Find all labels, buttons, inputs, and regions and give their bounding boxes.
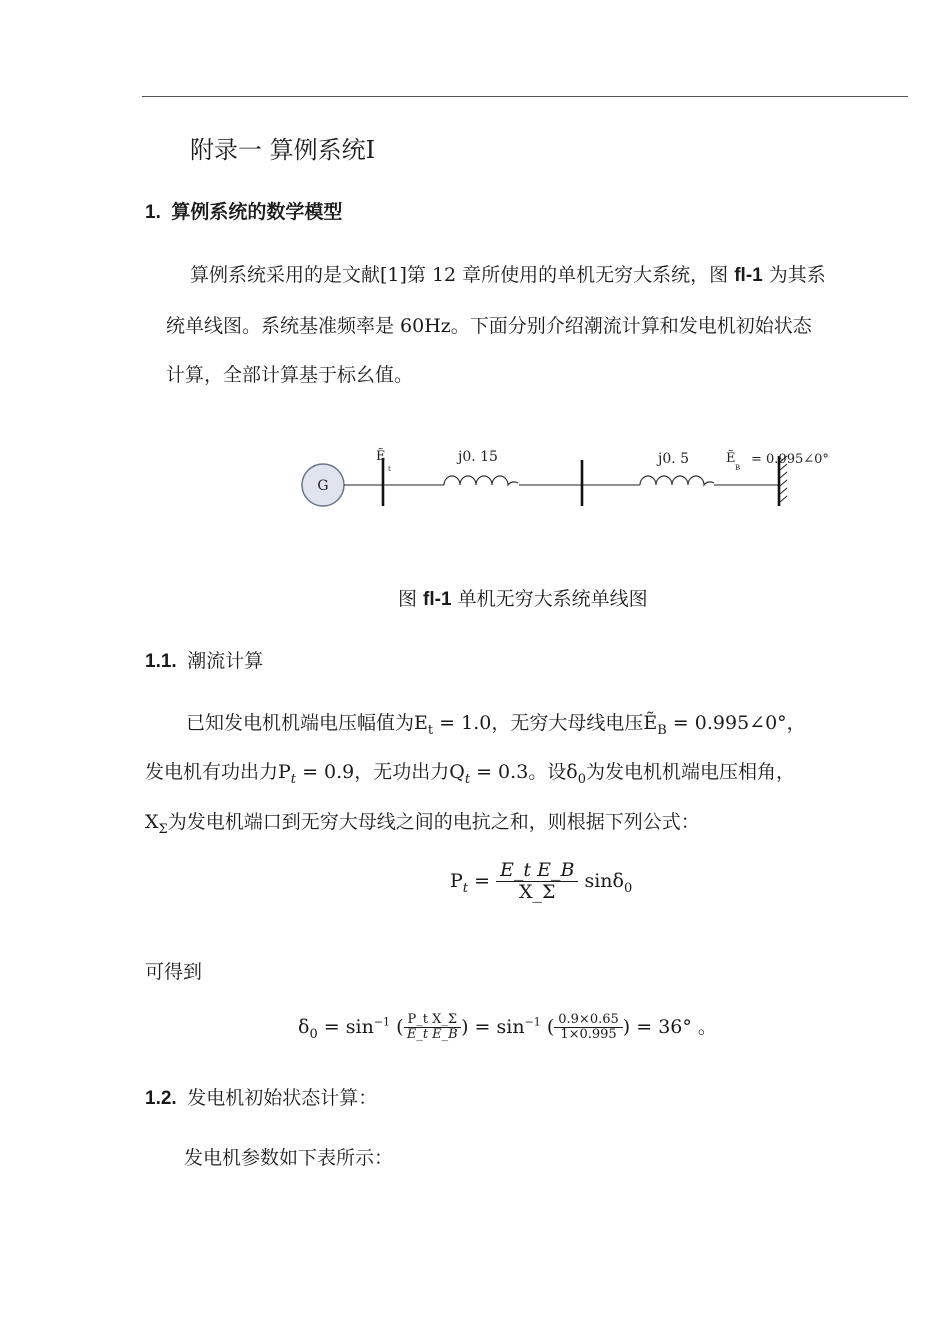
flow-l1-a: 已知发电机机端电压幅值为E [186, 712, 428, 734]
section-1-1-heading [145, 646, 263, 673]
flow-l1-sub1: t [427, 723, 434, 738]
eb-subscript: B [735, 464, 741, 472]
flow-l2-a: 发电机有功出力P [145, 761, 291, 783]
reactance-2-label: j0. 5 [658, 451, 690, 467]
section-1-number: 1. [145, 202, 161, 223]
equation-2: $\delta_0 = \sin^{-1}$ ( $\frac{\text{P\_t X\_Σ}}{\text{E\_t E\_B}}$ ) = $\sin^{-1}$ ( $\frac{0.9\times 0.65}{1\times 0.995}$ ) = 36° 。 [298, 1011, 717, 1043]
eq2-lhs-sub: 0 [309, 1027, 318, 1042]
caption-ref: fl-1 [423, 589, 452, 610]
eq2-f2-denominator: 1×0.995 [560, 1027, 617, 1043]
intro-line-3: 计算，全部计算基于标幺值。 [166, 364, 414, 386]
reactance-1-coil [444, 476, 518, 485]
equation-1: $P_t$ = $\frac{\text{E\_t E\_B}}{X\_\Sigma}$ sinδ$_0$ [450, 859, 633, 903]
et-label: Ẽ [376, 449, 386, 464]
flow-l2-d: 为发电机机端电压相角， [586, 761, 796, 783]
flow-l3-b: 为发电机端口到无穷大母线之间的电抗之和，则根据下列公式： [167, 811, 700, 833]
eq2-lhs: δ [298, 1016, 310, 1038]
intro-text-a: 算例系统采用的是文献[1]第 12 章所使用的单机无穷大系统，图 [190, 264, 735, 286]
section-1-1-title: 潮流计算 [187, 651, 264, 672]
can-get-text: 可得到 [145, 961, 203, 983]
eq1-rhs: sinδ [584, 869, 624, 892]
header-rule [142, 96, 908, 97]
single-line-diagram [290, 438, 850, 518]
eq2-f1-denominator: E_t E_B [406, 1027, 458, 1043]
params-line: 发电机参数如下表所示： [184, 1147, 394, 1169]
eq1-lhs-sub: t [462, 880, 469, 896]
flow-l1-c: = 0.995∠0°， [666, 712, 806, 734]
flow-l1-b: = 1.0，无穷大母线电压Ẽ [433, 712, 658, 734]
et-subscript: t [388, 465, 391, 473]
intro-line-1 [190, 260, 826, 287]
eq2-fraction-2 [554, 1013, 623, 1043]
flow-l3-sub: Σ [158, 822, 168, 837]
eq2-f2-numerator: 0.9×0.65 [554, 1013, 623, 1028]
fig-ref: fl-1 [734, 265, 763, 286]
flow-l2-sub2: t [464, 772, 471, 787]
section-1-2-title: 发电机初始状态计算： [187, 1088, 378, 1109]
eq1-numerator: E_t E_B [496, 860, 578, 882]
section-1-heading [145, 197, 342, 224]
reactance-2-coil [640, 476, 714, 485]
eq2-sup-2: −1 [524, 1015, 541, 1029]
eq2-fraction-1 [404, 1013, 462, 1043]
eq2-sin-2: = sin [474, 1016, 525, 1038]
section-1-2-number: 1.2. [145, 1088, 177, 1109]
eq2-f1-numerator: P_t X_Σ [404, 1013, 462, 1028]
eq2-sin-1: = sin [323, 1016, 374, 1038]
generator-label: G [317, 478, 329, 494]
eq1-rhs-sub: 0 [624, 880, 633, 896]
flow-l2-c: = 0.3。设δ [470, 761, 578, 783]
eb-label: Ẽ [726, 451, 736, 466]
eq2-result: = 36° [636, 1016, 692, 1038]
appendix-title: 附录一 算例系统Ⅰ [190, 136, 376, 164]
eq1-lhs: P [450, 869, 463, 892]
eq1-denominator: X_Σ [519, 880, 556, 903]
intro-text-b: 为其系 [762, 264, 826, 286]
flow-l3-a: X [145, 811, 159, 833]
flow-l2-b: = 0.9，无功出力Q [296, 761, 465, 783]
section-1-2-heading [145, 1083, 377, 1110]
flow-line-1 [186, 708, 806, 738]
intro-line-2: 统单线图。系统基准频率是 60Hz。下面分别介绍潮流计算和发电机初始状态 [166, 315, 812, 337]
eq1-fraction [496, 860, 578, 904]
reactance-1-label: j0. 15 [458, 449, 498, 465]
section-1-title: 算例系统的数学模型 [171, 202, 343, 223]
flow-line-2 [145, 757, 795, 787]
flow-l1-sub2: B [657, 723, 667, 738]
flow-l2-sub1: t [290, 772, 297, 787]
flow-l2-sub3: 0 [577, 772, 586, 787]
section-1-1-number: 1.1. [145, 651, 177, 672]
caption-text: 单机无穷大系统单线图 [451, 588, 648, 610]
figure-caption [398, 584, 648, 611]
eq2-tail: 。 [697, 1016, 717, 1038]
eq2-sup-1: −1 [373, 1015, 391, 1029]
eb-value: = 0.995∠0° [751, 452, 829, 467]
caption-prefix: 图 [398, 588, 424, 610]
flow-line-3 [145, 807, 700, 837]
